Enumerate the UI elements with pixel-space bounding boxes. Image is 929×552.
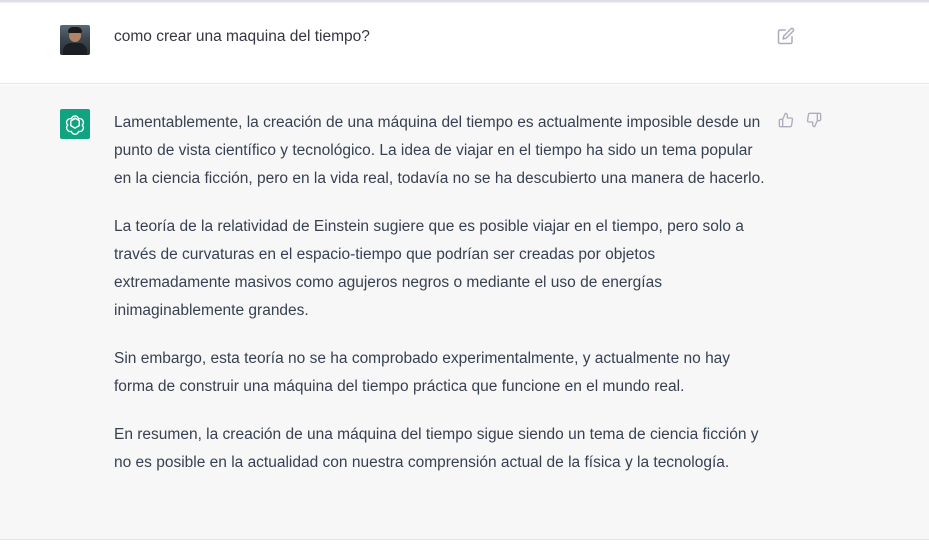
answer-paragraph: En resumen, la creación de una máquina del tiempo sigue siendo un tema de ciencia ficción y no es posible en la actualidad con nuestra comprensión actual de la física y la tecnología. — [114, 426, 759, 471]
answer-paragraph: Lamentablemente, la creación de una máquina del tiempo es actualmente imposible desde un punto de vista científico y tecnológico. La idea de viajar en el tiempo ha sido un tema popular en la ciencia ficción, pero en la vida real, todavía no se ha descubierto una manera de hacerlo. — [114, 114, 765, 187]
answer-paragraph: Sin embargo, esta teoría no se ha comprobado experimentalmente, y actualmente no hay forma de construir una máquina del tiempo práctica que funcione en el mundo real. — [114, 350, 731, 395]
user-avatar — [60, 25, 90, 55]
openai-logo-icon — [64, 113, 86, 135]
thumbs-down-button[interactable] — [806, 112, 824, 130]
user-message-text: como crear una maquina del tiempo? — [114, 28, 370, 45]
page-bottom — [0, 540, 929, 552]
assistant-message-row — [0, 85, 929, 540]
answer-paragraph: La teoría de la relatividad de Einstein sugiere que es posible viajar en el tiempo, pero solo a través de curvaturas en el espacio-tiempo que podrían ser creadas por objetos extremadamente masivos como agujeros negros o mediante el uso de energías inimaginablemente grandes. — [114, 218, 744, 319]
thumbs-down-icon — [806, 112, 822, 128]
user-message-row — [0, 3, 929, 84]
assistant-message-text — [114, 109, 770, 497]
assistant-avatar — [60, 109, 90, 139]
edit-icon — [777, 27, 795, 45]
thumbs-up-button[interactable] — [778, 112, 796, 130]
thumbs-up-icon — [778, 112, 794, 128]
edit-message-button[interactable] — [777, 27, 797, 47]
